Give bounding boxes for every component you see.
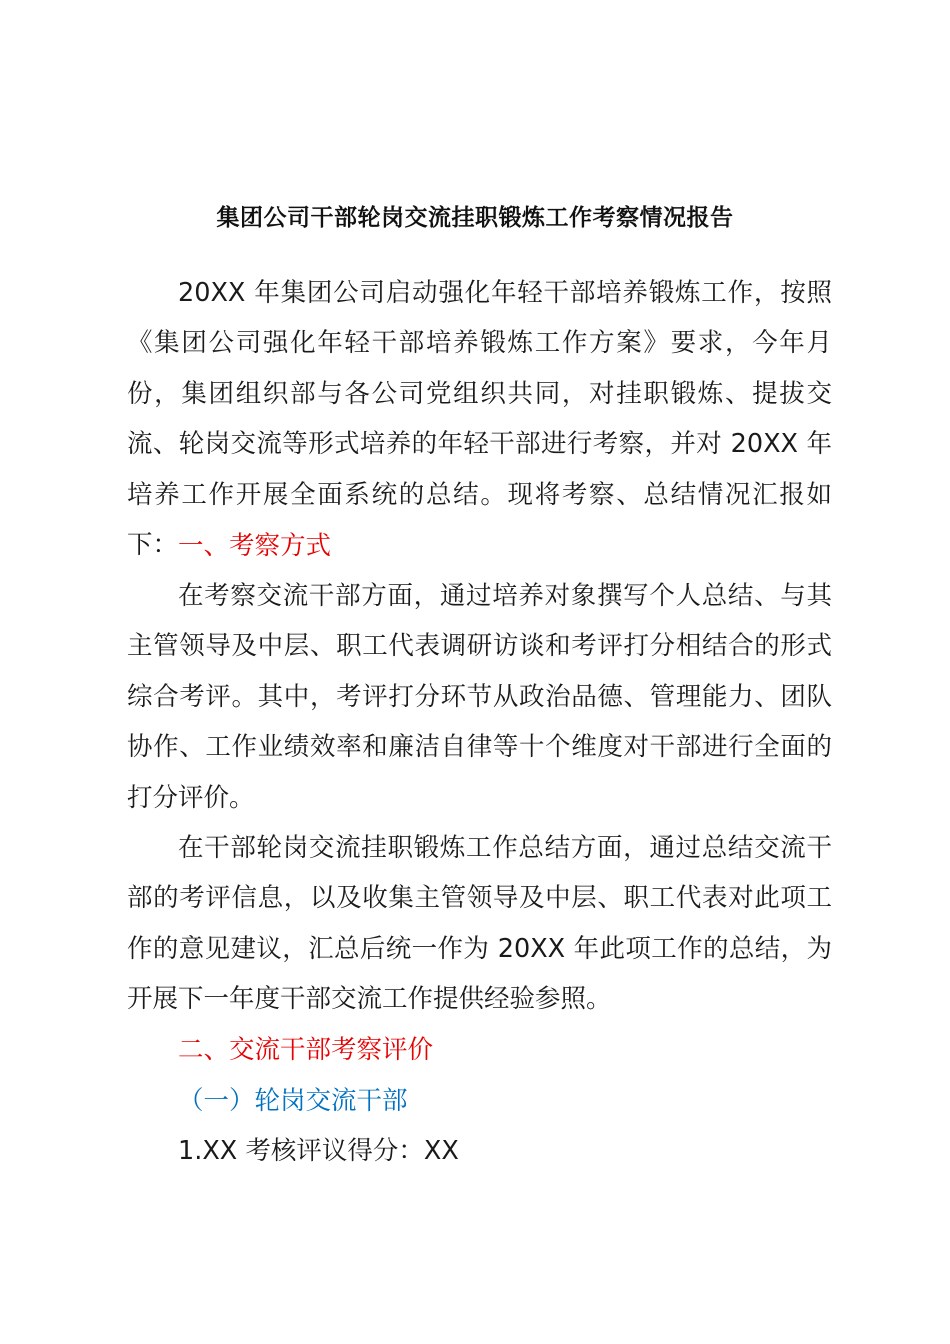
section-2-heading: 二、交流干部考察评价 — [178, 1035, 434, 1065]
document-title: 集团公司干部轮岗交流挂职锻炼工作考察情况报告 — [216, 205, 734, 231]
intro-paragraph: 20XX 年集团公司启动强化年轻干部培养锻炼工作，按照《集团公司强化年轻干部培养锻炼工作方案》要求，今年月份，集团组织部与各公司党组织共同，对挂职锻炼、提拔交流、轮岗交流等形式培养的年轻干部进行考察，并对 20XX 年培养工作开展全面系统的总结。现将考察、总结情况汇报如下： — [127, 278, 832, 561]
section-1-paragraph-1: 在考察交流干部方面，通过培养对象撰写个人总结、与其主管领导及中层、职工代表调研访谈和考评打分相结合的形式综合考评。其中，考评打分环节从政治品德、管理能力、团队协作、工作业绩效率和廉洁自律等十个维度对干部进行全面的打分评价。 — [127, 581, 832, 813]
list-item-1: 1.XX 考核评议得分：XX — [178, 1136, 459, 1166]
section-1-heading: 一、考察方式 — [178, 531, 332, 561]
section-1-paragraph-2: 在干部轮岗交流挂职锻炼工作总结方面，通过总结交流干部的考评信息，以及收集主管领导及中层、职工代表对此项工作的意见建议，汇总后统一作为 20XX 年此项工作的总结，为开展下一年度干部交流工作提供经验参照。 — [127, 833, 832, 1015]
subsection-1-heading: （一）轮岗交流干部 — [178, 1086, 408, 1116]
